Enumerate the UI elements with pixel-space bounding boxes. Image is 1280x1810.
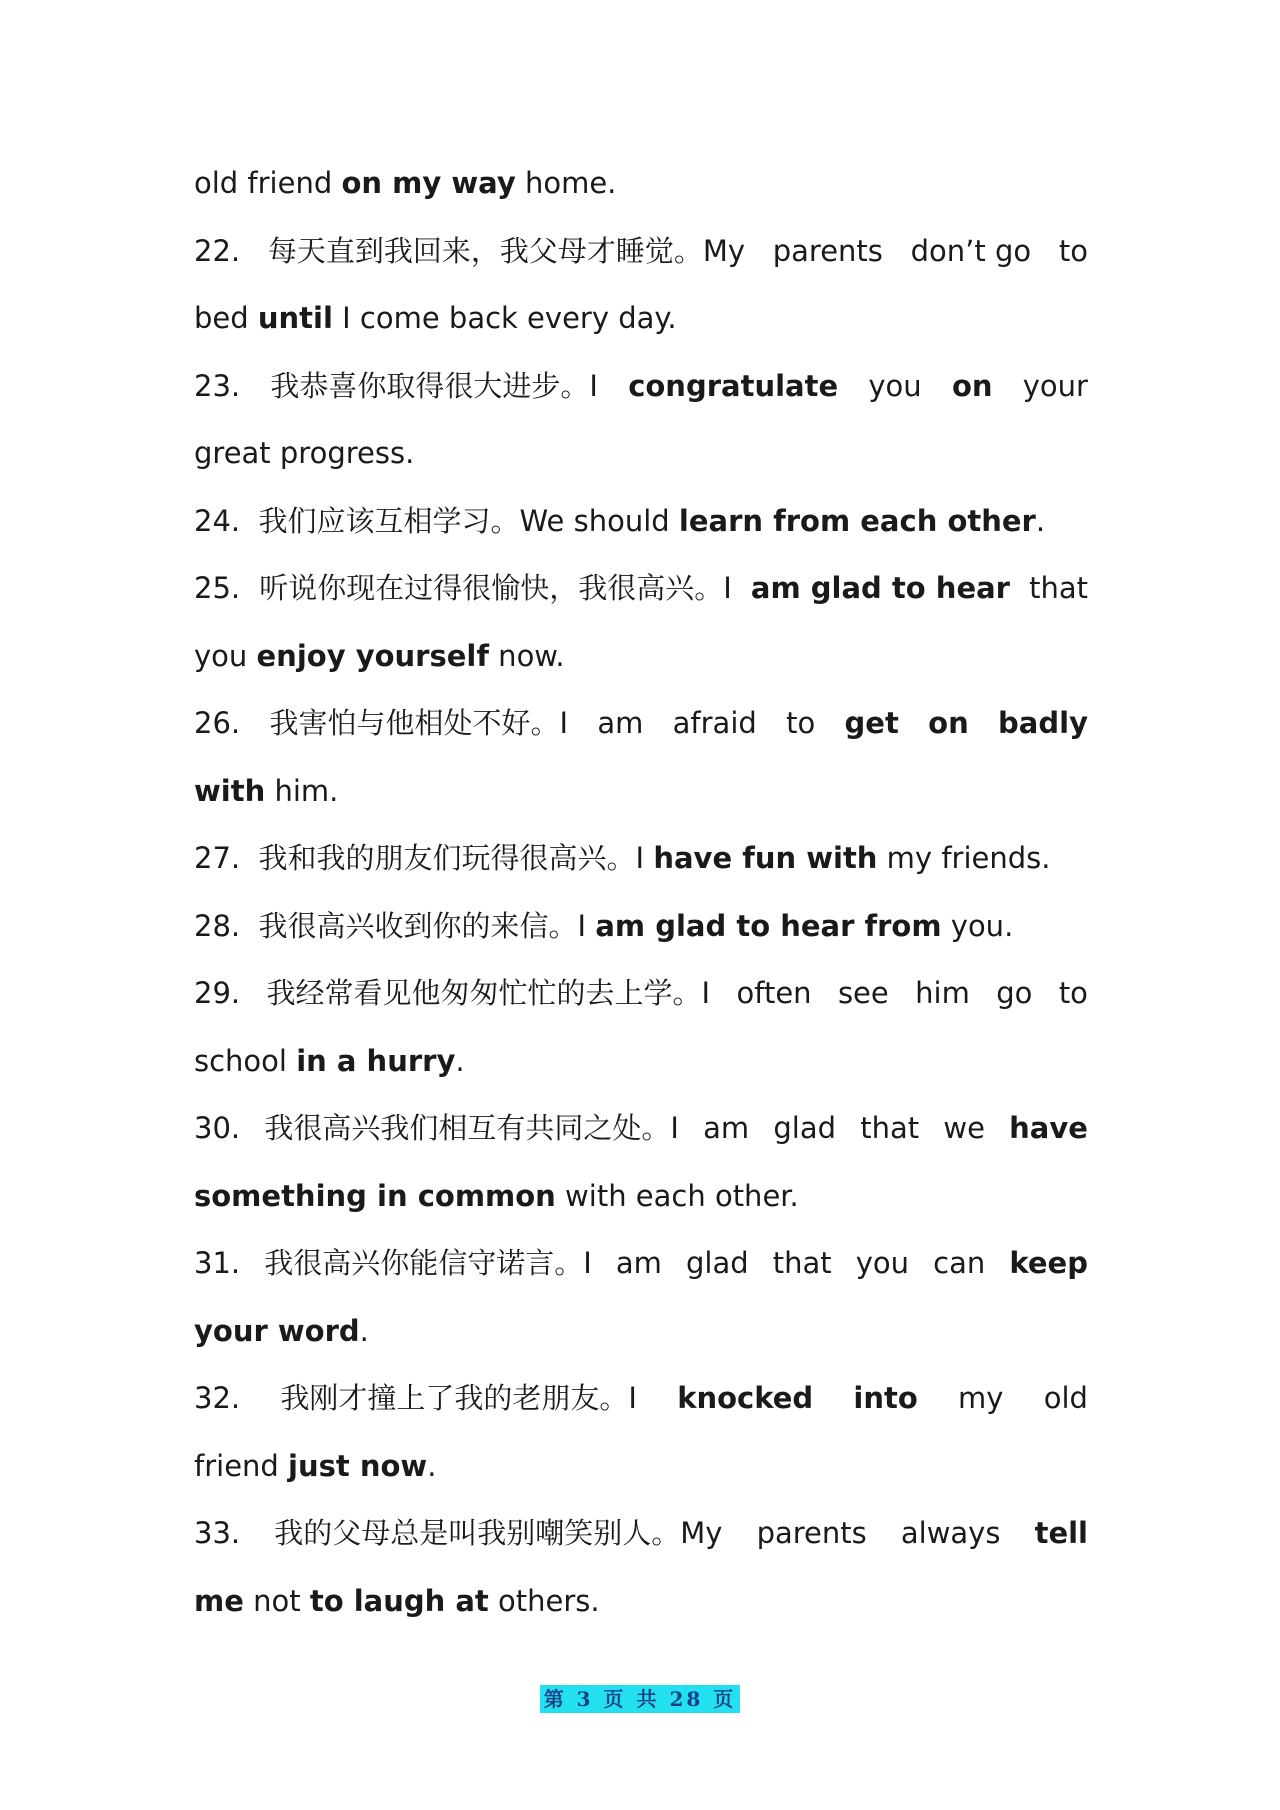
text-segment: glad xyxy=(773,1111,837,1145)
text-segment: you xyxy=(194,638,257,673)
text-line xyxy=(194,218,1088,286)
text-segment: 我很高兴你能信守诺言。I xyxy=(264,1246,592,1280)
bold-phrase: something in common xyxy=(194,1178,556,1213)
text-segment: that xyxy=(772,1246,832,1280)
text-segment: 27. 我和我的朋友们玩得很高兴。I xyxy=(194,841,654,875)
text-line xyxy=(194,1230,1088,1298)
page-footer xyxy=(0,1683,1280,1712)
text-segment: 33. xyxy=(194,1516,241,1550)
bold-phrase: am glad to hear xyxy=(750,571,1010,605)
text-segment: . xyxy=(455,1043,465,1078)
bold-phrase: in a hurry xyxy=(296,1043,456,1078)
text-segment: to xyxy=(786,706,816,740)
text-segment: him. xyxy=(265,773,339,808)
bold-phrase: learn from each other xyxy=(678,503,1036,538)
bold-phrase: enjoy yourself xyxy=(256,638,489,673)
bold-phrase: keep xyxy=(1009,1246,1088,1280)
text-segment: . xyxy=(1035,503,1046,538)
bold-phrase: get xyxy=(844,706,899,740)
text-segment: my xyxy=(958,1381,1004,1415)
text-segment: often xyxy=(736,976,812,1010)
text-segment: 每天直到我回来，我父母才睡觉。My xyxy=(267,233,746,268)
text-segment: your xyxy=(1022,368,1088,403)
text-segment: 32. xyxy=(194,1381,241,1415)
text-line xyxy=(194,1500,1088,1568)
text-segment: 我很高兴我们相互有共同之处。I xyxy=(264,1111,679,1145)
document-body xyxy=(194,150,1088,1635)
bold-phrase: on xyxy=(928,706,969,740)
text-segment: 29. xyxy=(194,976,241,1010)
text-segment: great progress. xyxy=(194,436,415,470)
text-segment: . xyxy=(427,1448,437,1483)
text-segment: 31. xyxy=(194,1246,241,1280)
text-line xyxy=(194,825,1088,893)
text-segment: to xyxy=(1058,976,1088,1010)
text-line xyxy=(194,285,1088,353)
text-line xyxy=(194,555,1088,623)
text-segment: him xyxy=(915,976,970,1010)
text-segment: 我经常看见他匆匆忙忙的去上学。I xyxy=(266,976,711,1010)
text-segment: I come back every day. xyxy=(332,301,677,335)
text-line xyxy=(194,1568,1088,1636)
bold-phrase: badly xyxy=(998,706,1088,740)
text-line xyxy=(194,1163,1088,1231)
text-segment: am xyxy=(615,1246,662,1280)
text-segment: glad xyxy=(686,1246,749,1280)
bold-phrase: congratulate xyxy=(628,368,839,403)
text-line xyxy=(194,893,1088,961)
text-segment: bed xyxy=(194,301,258,335)
text-segment: . xyxy=(359,1313,369,1348)
bold-phrase: into xyxy=(853,1381,918,1415)
text-segment: 22. xyxy=(194,233,241,268)
text-segment: home. xyxy=(515,166,617,200)
text-line xyxy=(194,690,1088,758)
bold-phrase: knocked xyxy=(677,1381,814,1415)
text-line xyxy=(194,1365,1088,1433)
text-segment: 我恭喜你取得很大进步。I xyxy=(270,368,598,403)
text-segment: now. xyxy=(488,638,565,673)
text-segment: 30. xyxy=(194,1111,241,1145)
text-segment: see xyxy=(837,976,889,1010)
page-number-label: 第 3 页 共 28 页 xyxy=(540,1685,741,1713)
bold-phrase: me xyxy=(194,1583,244,1618)
text-segment: that xyxy=(1029,571,1088,605)
bold-phrase: on my way xyxy=(341,166,516,200)
text-segment: 我的父母总是叫我别嘲笑别人。My xyxy=(274,1516,723,1550)
text-line xyxy=(194,758,1088,826)
text-segment: 26. xyxy=(194,706,241,740)
text-segment: don’t go xyxy=(910,233,1032,268)
text-segment: old xyxy=(1043,1381,1088,1415)
bold-phrase: just now xyxy=(288,1448,428,1483)
text-line xyxy=(194,420,1088,488)
text-segment: we xyxy=(943,1111,985,1145)
bold-phrase: tell xyxy=(1034,1516,1088,1550)
bold-phrase: with xyxy=(194,773,266,808)
text-line xyxy=(194,1095,1088,1163)
text-segment: others. xyxy=(488,1583,600,1618)
text-line xyxy=(194,623,1088,691)
bold-phrase: on xyxy=(951,368,993,403)
text-segment: 我刚才撞上了我的老朋友。I xyxy=(280,1381,637,1415)
text-segment: not xyxy=(243,1583,310,1618)
text-segment: 23. xyxy=(194,368,241,403)
text-segment: 我害怕与他相处不好。I xyxy=(269,706,568,740)
text-line xyxy=(194,150,1088,218)
text-line xyxy=(194,1298,1088,1366)
text-segment: that xyxy=(860,1111,920,1145)
text-segment: old friend xyxy=(194,166,342,200)
text-line xyxy=(194,488,1088,556)
bold-phrase: your word xyxy=(194,1313,360,1348)
text-line xyxy=(194,353,1088,421)
text-segment: friend xyxy=(194,1448,289,1483)
text-segment: am xyxy=(703,1111,750,1145)
text-segment: 28. 我很高兴收到你的来信。I xyxy=(194,908,596,943)
bold-phrase: have fun with xyxy=(653,841,878,875)
text-line xyxy=(194,1028,1088,1096)
text-segment: parents xyxy=(756,1516,867,1550)
text-segment: can xyxy=(933,1246,986,1280)
text-segment: 听说你现在过得很愉快，我很高兴。I xyxy=(259,571,732,605)
text-segment: with each other. xyxy=(555,1178,799,1213)
text-segment: 24. 我们应该互相学习。We should xyxy=(194,503,679,538)
bold-phrase: am glad to hear from xyxy=(595,908,942,943)
text-segment: you. xyxy=(941,908,1014,943)
text-segment: to xyxy=(1058,233,1088,268)
bold-phrase: have xyxy=(1009,1111,1088,1145)
text-line xyxy=(194,1433,1088,1501)
bold-phrase: until xyxy=(257,301,333,335)
text-segment: you xyxy=(855,1246,910,1280)
text-segment: go xyxy=(996,976,1033,1010)
bold-phrase: to laugh at xyxy=(309,1583,489,1618)
text-segment: parents xyxy=(772,233,883,268)
text-segment: my friends. xyxy=(877,841,1051,875)
text-line xyxy=(194,960,1088,1028)
text-segment: school xyxy=(194,1043,297,1078)
text-segment: afraid xyxy=(672,706,757,740)
text-segment: 25. xyxy=(194,571,241,605)
text-segment: am xyxy=(597,706,644,740)
text-segment: you xyxy=(868,368,922,403)
text-segment: always xyxy=(900,1516,1001,1550)
